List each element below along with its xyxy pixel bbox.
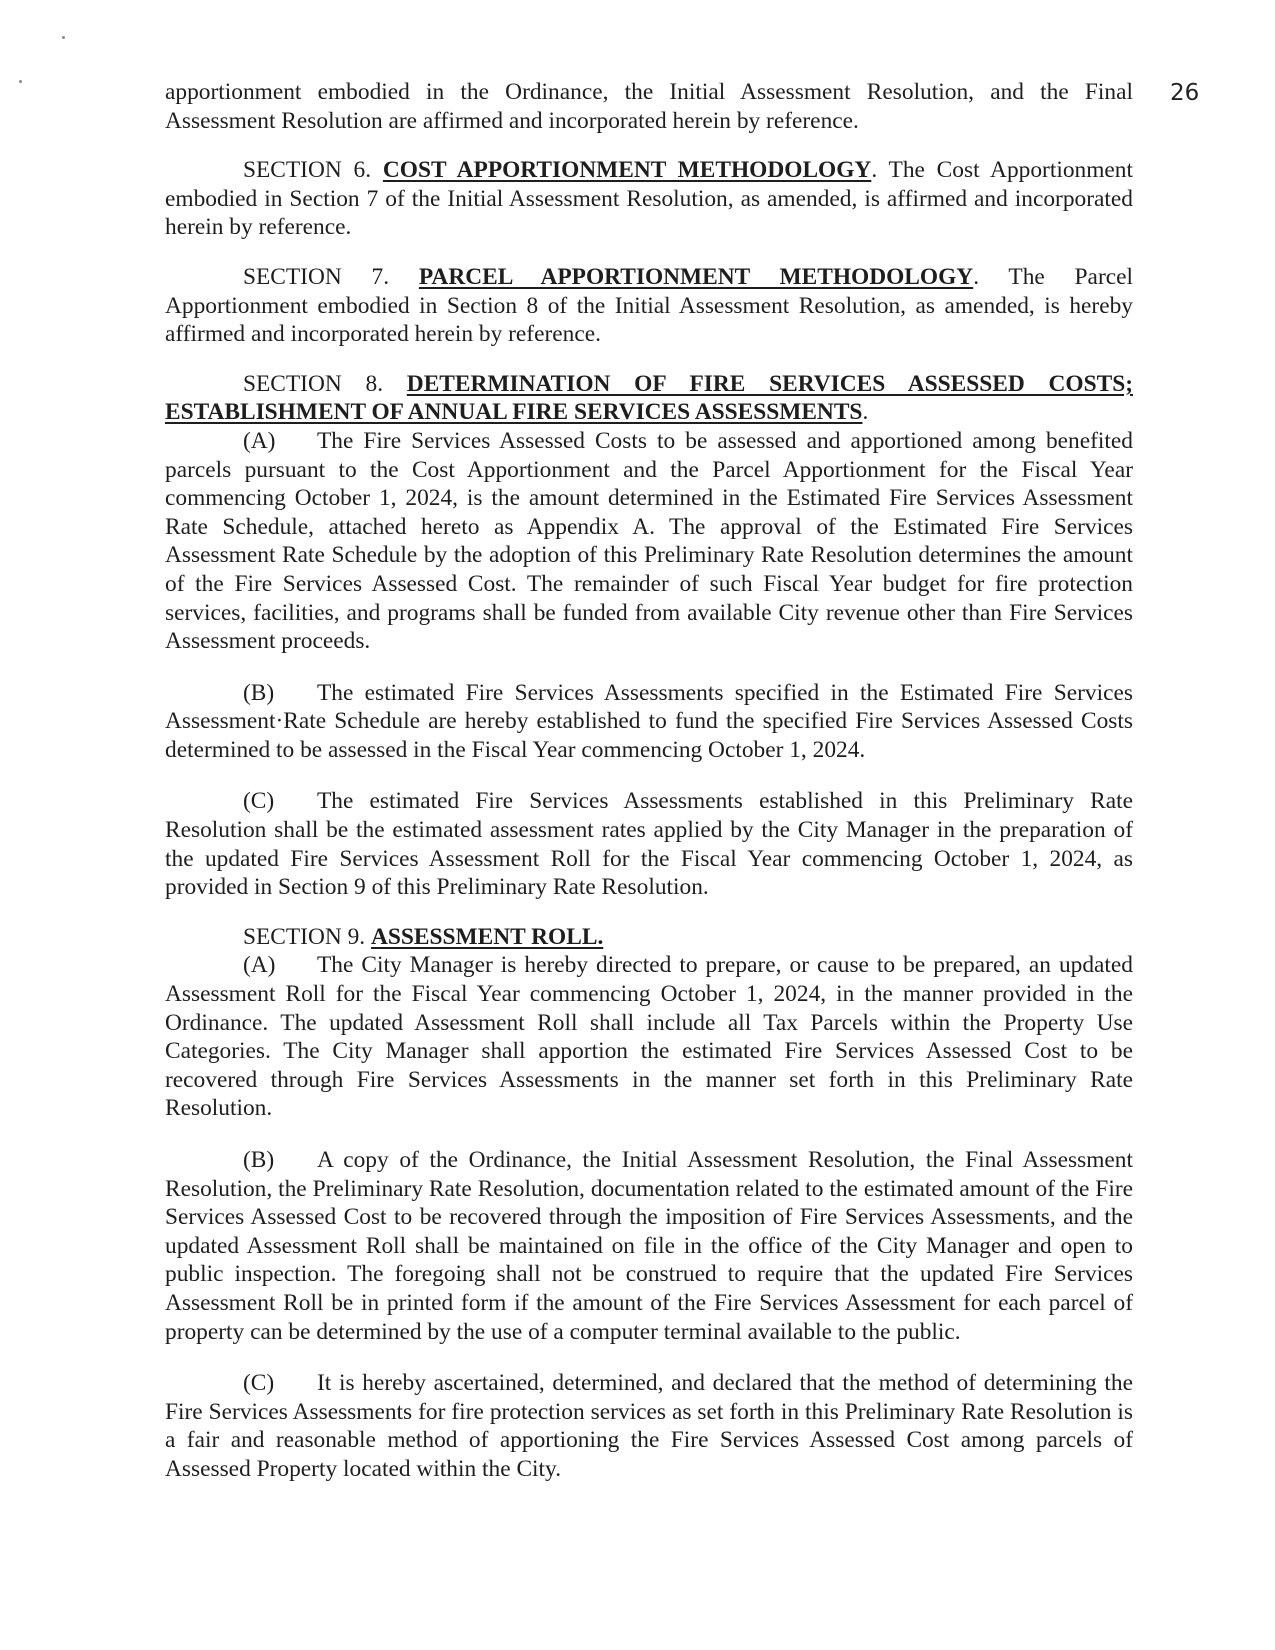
section-8-paragraph-a <box>165 427 1133 656</box>
section-9-paragraph-a <box>165 951 1133 1123</box>
section-6-label: SECTION 6. <box>243 157 372 184</box>
section-9-label: SECTION 9. <box>243 923 366 950</box>
section-8-paragraph-b <box>165 679 1133 765</box>
paragraph-text: The City Manager is hereby directed to prepare, or cause to be prepared, an updated Assessment Roll for the Fiscal Year commencing October 1, 2024, in the manner provided in the Ordinance. The updated Assessment Roll shall include all Tax Parcels within the Property Use Categories. The City Manager shall apportion the estimated Fire Services Assessed Cost to be recovered through Fire Services Assessments in the manner set forth in this Preliminary Rate Resolution. <box>165 952 1133 1122</box>
section-9-heading: ASSESSMENT ROLL <box>371 923 598 950</box>
paragraph-text: A copy of the Ordinance, the Initial Assessment Resolution, the Final Assessment Resolution, the Preliminary Rate Resolution, documentation related to the estimated amount of the Fire Services Assessed Cost to be recovered through the imposition of Fire Services Assessments, and the updated Assessment Roll shall be maintained on file in the office of the City Manager and open to public inspection. The foregoing shall not be construed to require that the updated Fire Services Assessment Roll be in printed form if the amount of the Fire Services Assessment for each parcel of property can be determined by the use of a computer terminal available to the public. <box>165 1147 1133 1345</box>
scan-speck <box>62 36 65 39</box>
continuation-paragraph: apportionment embodied in the Ordinance, the Initial Assessment Resolution, and the Final Assessment Resolution are affirmed and incorporated herein by reference. <box>165 79 1133 134</box>
section-6-text: . The Cost Apportionment embodied in Section 7 of the Initial Assessment Resolution, as amended, is affirmed and incorporated herein by reference. <box>165 157 1133 241</box>
document-body <box>165 78 1133 1484</box>
section-8-heading-end: . <box>862 399 869 426</box>
section-6 <box>165 156 1133 242</box>
paragraph-label: (C) <box>243 788 275 815</box>
section-9-paragraph-b <box>165 1146 1133 1346</box>
section-9-heading-line <box>165 923 1133 952</box>
section-9-paragraph-c <box>165 1369 1133 1483</box>
paragraph-label: (A) <box>243 952 276 979</box>
page-number: 26 <box>1170 80 1200 106</box>
paragraph-label: (B) <box>243 679 275 706</box>
section-7 <box>165 263 1133 349</box>
paragraph-label: (B) <box>243 1147 275 1173</box>
paragraph-label: (C) <box>243 1370 275 1397</box>
section-7-label: SECTION 7. <box>243 263 390 290</box>
section-8-label: SECTION 8. <box>243 370 384 397</box>
section-6-heading: COST APPORTIONMENT METHODOLOGY <box>382 157 872 184</box>
section-7-text: . The Parcel Apportionment embodied in Section 8 of the Initial Assessment Resolution, as amended, is hereby affirmed and incorporated herein by reference. <box>165 263 1133 348</box>
section-9-heading-end: . <box>597 923 604 950</box>
section-7-heading: PARCEL APPORTIONMENT METHODOLOGY <box>418 263 974 290</box>
section-8-paragraph-c <box>165 787 1133 901</box>
section-8-heading-line <box>165 370 1133 427</box>
scan-speck <box>19 80 22 83</box>
paragraph-text: It is hereby ascertained, determined, and declared that the method of determining the Fire Services Assessments for fire protection services as set forth in this Preliminary Rate Resolution is a fair and reasonable method of apportioning the Fire Services Assessed Cost among parcels of Assessed Property located within the City. <box>165 1370 1133 1482</box>
paragraph-label: (A) <box>243 427 276 454</box>
paragraph-text: The Fire Services Assessed Costs to be assessed and apportioned among benefited parcels pursuant to the Cost Apportionment and the Parcel Apportionment for the Fiscal Year commencing October 1, 2024, is the amount determined in the Estimated Fire Services Assessment Rate Schedule, attached hereto as Appendix A. The approval of the Estimated Fire Services Assessment Rate Schedule by the adoption of this Preliminary Rate Resolution determines the amount of the Fire Services Assessed Cost. The remainder of such Fiscal Year budget for fire protection services, facilities, and programs shall be funded from available City revenue other than Fire Services Assessment proceeds. <box>165 427 1133 655</box>
paragraph-text: The estimated Fire Services Assessments established in this Preliminary Rate Resolution shall be the estimated assessment rates applied by the City Manager in the preparation of the updated Fire Services Assessment Roll for the Fiscal Year commencing October 1, 2024, as provided in Section 9 of this Preliminary Rate Resolution. <box>165 788 1133 901</box>
paragraph-text: The estimated Fire Services Assessments specified in the Estimated Fire Services Assessment·Rate Schedule are hereby established to fund the specified Fire Services Assessed Costs determined to be assessed in the Fiscal Year commencing October 1, 2024. <box>165 679 1133 763</box>
section-8-heading: DETERMINATION OF FIRE SERVICES ASSESSED COSTS; ESTABLISHMENT OF ANNUAL FIRE SERVICES ASSESSMENTS <box>165 370 1133 426</box>
